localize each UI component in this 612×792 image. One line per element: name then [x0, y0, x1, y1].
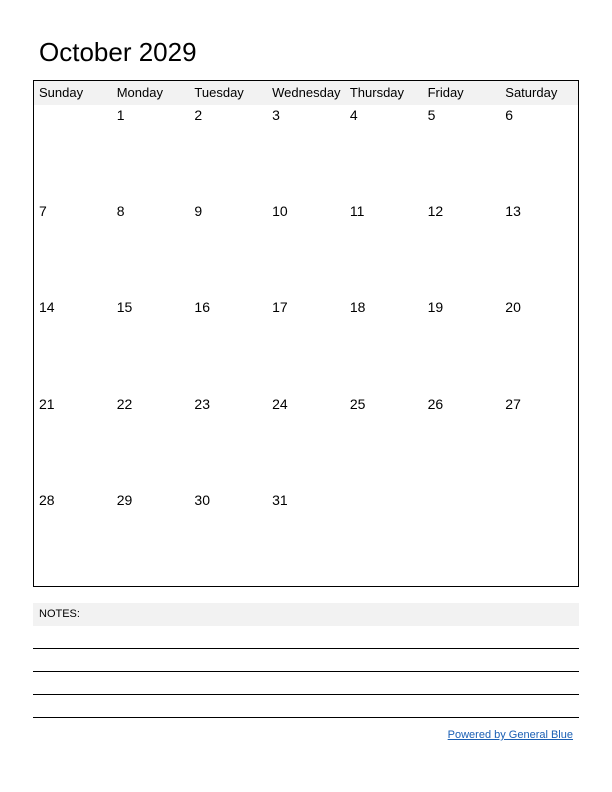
day-cell — [423, 490, 501, 586]
day-cell — [189, 394, 267, 490]
day-number: 15 — [116, 299, 133, 316]
notes-section — [33, 603, 579, 718]
note-line — [33, 649, 579, 672]
day-cell — [267, 105, 345, 201]
day-number: 29 — [116, 491, 133, 508]
notes-label: NOTES: — [33, 603, 579, 626]
day-number: 12 — [427, 203, 444, 220]
day-cell — [500, 297, 578, 393]
day-cell — [112, 394, 190, 490]
day-number: 30 — [194, 491, 210, 508]
day-cell — [267, 201, 345, 297]
day-cell — [189, 490, 267, 586]
day-cell — [112, 105, 190, 201]
day-cell — [500, 105, 578, 201]
day-cell — [34, 394, 112, 490]
day-number: 11 — [349, 203, 365, 220]
note-line — [33, 695, 579, 718]
day-number: 7 — [39, 203, 47, 220]
month-calendar — [33, 80, 579, 587]
day-cell — [423, 297, 501, 393]
note-line — [33, 626, 579, 649]
day-cell — [34, 201, 112, 297]
day-number: 9 — [194, 203, 203, 220]
weekday-friday: Friday — [427, 85, 464, 100]
day-cell — [34, 490, 112, 586]
day-cell — [423, 201, 501, 297]
day-cell — [267, 297, 345, 393]
day-cell — [267, 394, 345, 490]
day-number: 19 — [427, 299, 444, 316]
day-number: 22 — [116, 395, 133, 412]
day-cell — [500, 394, 578, 490]
day-number: 26 — [427, 395, 444, 412]
day-cell — [189, 105, 267, 201]
day-number: 18 — [349, 299, 366, 316]
powered-by-link[interactable]: Powered by General Blue — [447, 729, 573, 741]
day-cell — [189, 201, 267, 297]
day-cell — [345, 394, 423, 490]
weekday-header — [34, 81, 578, 105]
day-number: 2 — [194, 107, 203, 123]
day-cell — [423, 394, 501, 490]
day-cell — [34, 297, 112, 393]
day-number: 6 — [505, 107, 514, 123]
day-number: 14 — [39, 299, 55, 316]
day-number: 20 — [505, 299, 521, 316]
day-number: 24 — [272, 395, 288, 412]
day-cell — [112, 201, 190, 297]
day-number: 13 — [505, 203, 521, 220]
day-cell — [112, 297, 190, 393]
day-number: 3 — [272, 107, 280, 123]
weekday-saturday: Saturday — [505, 85, 558, 100]
day-number: 5 — [427, 107, 436, 123]
day-cell — [500, 201, 578, 297]
day-cell — [345, 490, 423, 586]
day-grid — [34, 105, 578, 586]
day-cell — [267, 490, 345, 586]
day-cell — [189, 297, 267, 393]
weekday-tuesday: Tuesday — [194, 85, 244, 100]
day-number: 16 — [194, 299, 210, 316]
day-number: 27 — [505, 395, 521, 412]
day-cell — [500, 490, 578, 586]
day-number: 28 — [39, 491, 55, 508]
day-cell — [423, 105, 501, 201]
day-number: 1 — [116, 107, 125, 123]
day-number: 8 — [116, 203, 125, 220]
day-number: 23 — [194, 395, 210, 412]
weekday-thursday: Thursday — [349, 85, 405, 100]
weekday-sunday: Sunday — [39, 85, 84, 100]
day-cell — [345, 297, 423, 393]
day-number: 17 — [272, 299, 288, 316]
day-number: 10 — [272, 203, 288, 220]
calendar-title: October 2029 — [39, 37, 197, 67]
note-line — [33, 672, 579, 695]
weekday-monday: Monday — [116, 85, 163, 100]
day-cell — [112, 490, 190, 586]
day-number: 4 — [349, 107, 358, 123]
day-number: 25 — [349, 395, 366, 412]
weekday-wednesday: Wednesday — [272, 85, 341, 100]
day-number: 31 — [272, 491, 288, 508]
day-cell — [345, 201, 423, 297]
day-number: 21 — [39, 395, 55, 412]
day-cell — [345, 105, 423, 201]
day-cell — [34, 105, 112, 201]
